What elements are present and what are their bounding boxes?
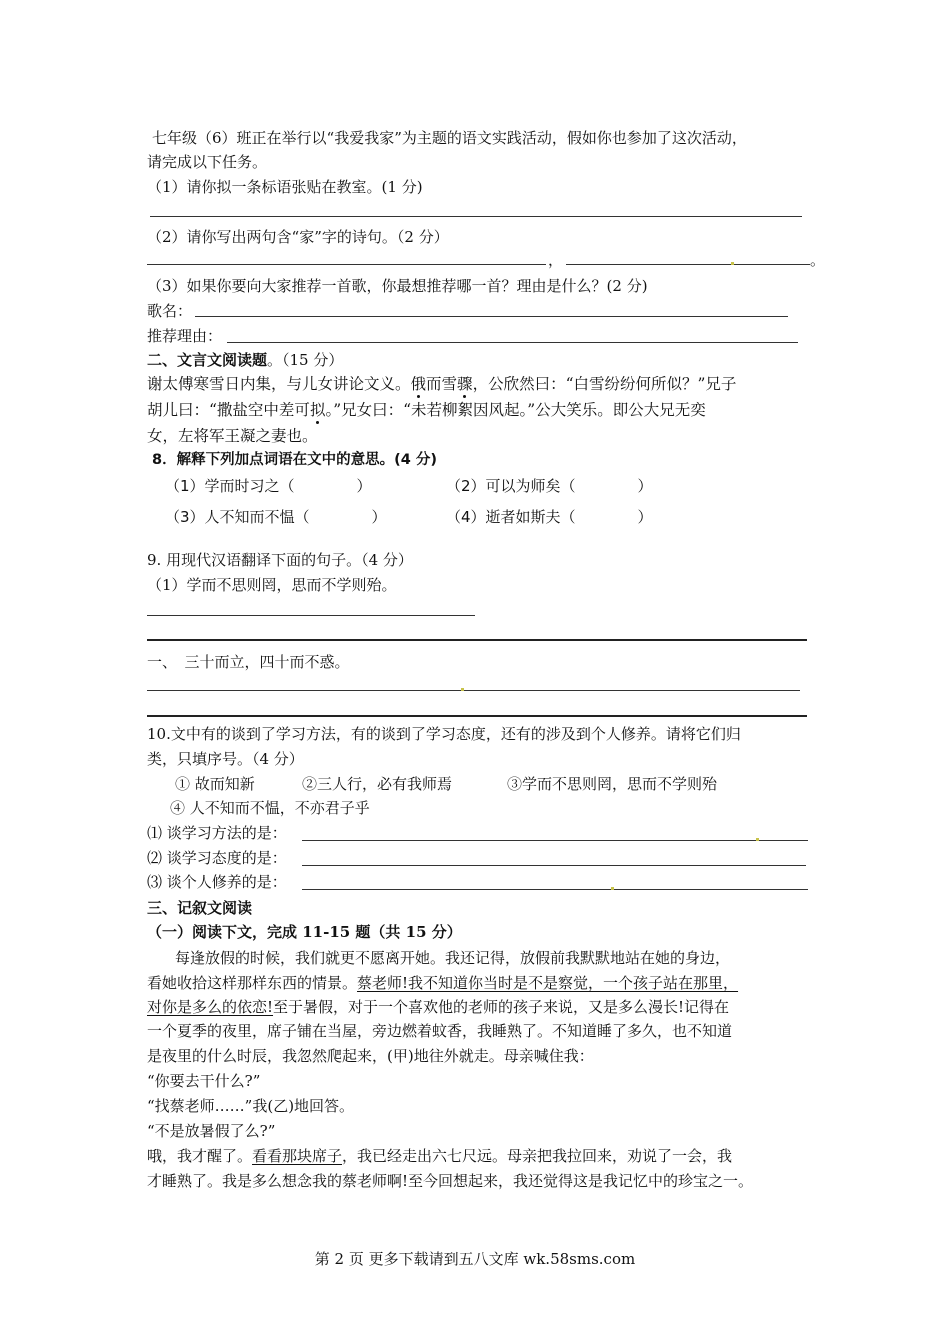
answer-line-q9-2b (147, 715, 807, 717)
answer-line-q9-1a (147, 615, 475, 616)
passage-line-1 (147, 374, 736, 394)
section-2-score: 。（15 分） (267, 351, 344, 369)
story-line-7: “找蔡老师……”我(乙)地回答。 (147, 1097, 355, 1115)
story-line-4: 一个夏季的夜里，席子铺在当屋，旁边燃着蚊香，我睡熟了。不知道睡了多久，也不知道 (147, 1022, 733, 1040)
passage-text: 谢太傅寒雪日内集，与儿女讲论文义。 (147, 375, 411, 393)
q10-line-1: 10.文中有的谈到了学习方法，有的谈到了学习态度，还有的涉及到个人修养。请将它们归 (147, 725, 741, 743)
q10-line-2: 类，只填序号。（4 分） (147, 750, 304, 768)
story-line-6: “你要去干什么?” (147, 1072, 261, 1090)
answer-line-song (195, 316, 788, 317)
q8-item-1 (165, 476, 372, 496)
passage-text: ，公欣然曰：“白雪纷纷何所似？”兄子 (472, 375, 737, 393)
q8-item-2-text: （2）可以为师矣（ (446, 477, 576, 495)
passage-line-3: 女，左将军王凝之妻也。 (147, 427, 318, 445)
dotted-word: 俄 (410, 375, 427, 393)
q8-item-1-close: ） (356, 477, 372, 495)
task-2: （2）请你写出两句含“家”字的诗句。（2 分） (147, 228, 449, 246)
q10-option-4: ④ 人不知而不愠，不亦君子乎 (170, 799, 370, 817)
passage-line-2 (147, 400, 706, 420)
q8-item-3 (165, 507, 387, 527)
story-text: ，我已经走出六七尺远。母亲把我拉回来，劝说了一会，我 (342, 1147, 733, 1165)
passage-text: 而雪 (426, 375, 458, 393)
story-line-8: “不是放暑假了么?” (147, 1122, 276, 1140)
reason-label: 推荐理由： (147, 327, 223, 345)
q10-option-1: ① 故而知新 (175, 775, 255, 793)
q8-item-3-text: （3）人不知而不愠（ (165, 508, 310, 526)
q8-item-4-text: （4）逝者如斯夫（ (446, 508, 576, 526)
q10-answer-2-label: ⑵ 谈学习态度的是： (147, 849, 287, 867)
story-line-3 (147, 997, 729, 1017)
q8-item-2-close: ） (637, 477, 653, 495)
dotted-word: 骤 (457, 375, 473, 393)
section-3-subtitle: （一）阅读下文，完成 11-15 题（共 15 分） (147, 923, 462, 941)
q8-item-3-close: ） (371, 508, 387, 526)
dotted-word: 拟 (309, 401, 326, 419)
underlined-sentence: 对你是多么的依恋! (147, 998, 274, 1016)
q8-item-4-close: ） (637, 508, 653, 526)
answer-line-q9-2a (147, 690, 800, 691)
task-2-end: 。 (810, 251, 826, 269)
answer-line-q10-1 (302, 840, 808, 841)
passage-text: 。”兄女曰：“未若柳絮因风起。”公大笑乐。即公大兄无奕 (325, 401, 706, 419)
song-label: 歌名： (147, 302, 193, 320)
intro-line-1: 七年级（6）班正在举行以“我爱我家”为主题的语文实践活动，假如你也参加了这次活动， (152, 129, 747, 147)
section-2-title: 二、文言文阅读题 (147, 351, 268, 369)
story-line-2 (147, 973, 738, 993)
story-line-10: 才睡熟了。我是多么想念我的蔡老师啊!至今回想起来，我还觉得这是我记忆中的珍宝之一。 (147, 1172, 754, 1190)
q8-title: 8．解释下列加点词语在文中的意思。(4 分) (152, 452, 437, 468)
task-2-separator: ， (548, 251, 564, 269)
story-text: 至于暑假，对于一个喜欢他的老师的孩子来说，又是多么漫长!记得在 (273, 998, 730, 1016)
answer-line-q9-1b (147, 639, 807, 641)
q9-title: 9. 用现代汉语翻译下面的句子。（4 分） (147, 551, 413, 569)
passage-text: 胡儿曰：“撒盐空中差可 (147, 401, 310, 419)
answer-line-q10-3 (302, 889, 808, 890)
answer-line-q10-2 (302, 865, 806, 866)
answer-line-task-1 (150, 216, 802, 217)
task-3: （3）如果你要向大家推荐一首歌，你最想推荐哪一首？理由是什么？(2 分) (147, 277, 648, 295)
story-line-1: 每逢放假的时候，我们就更不愿离开她。我还记得，放假前我默默地站在她的身边， (175, 949, 731, 967)
q10-answer-1-label: ⑴ 谈学习方法的是： (147, 824, 287, 842)
section-2-heading (147, 350, 343, 370)
q10-answer-3-label: ⑶ 谈个人修养的是： (147, 873, 287, 891)
q9-sentence-2: 一、 三十而立，四十而不惑。 (147, 653, 350, 671)
story-line-9 (147, 1146, 732, 1166)
q9-sentence-1: （1）学而不思则罔，思而不学则殆。 (147, 576, 397, 594)
task-1: （1）请你拟一条标语张贴在教室。(1 分) (147, 178, 423, 196)
underlined-sentence: 蔡老师!我不知道你当时是不是察觉，一个孩子站在那里， (357, 974, 739, 992)
q8-item-2 (446, 476, 653, 496)
page-footer: 第 2 页 更多下载请到五八文库 wk.58sms.com (314, 1250, 636, 1268)
q10-option-3: ③学而不思则罔，思而不学则殆 (507, 775, 718, 793)
q10-option-2: ②三人行，必有我师焉 (302, 775, 453, 793)
intro-line-2: 请完成以下任务。 (147, 153, 268, 171)
answer-line-reason (227, 342, 798, 343)
underlined-phrase: 看看那块席子 (252, 1147, 343, 1165)
answer-line-task-2b (566, 264, 810, 265)
story-text: 看她收拾这样那样东西的情景。 (147, 974, 358, 992)
story-line-5: 是夜里的什么时辰，我忽然爬起来，(甲)地往外就走。母亲喊住我： (147, 1047, 594, 1065)
section-3-title: 三、记叙文阅读 (147, 899, 253, 917)
story-text: 哦，我才醒了。 (147, 1147, 253, 1165)
q8-item-1-text: （1）学而时习之（ (165, 477, 295, 495)
q8-item-4 (446, 507, 653, 527)
answer-line-task-2a (147, 264, 546, 265)
